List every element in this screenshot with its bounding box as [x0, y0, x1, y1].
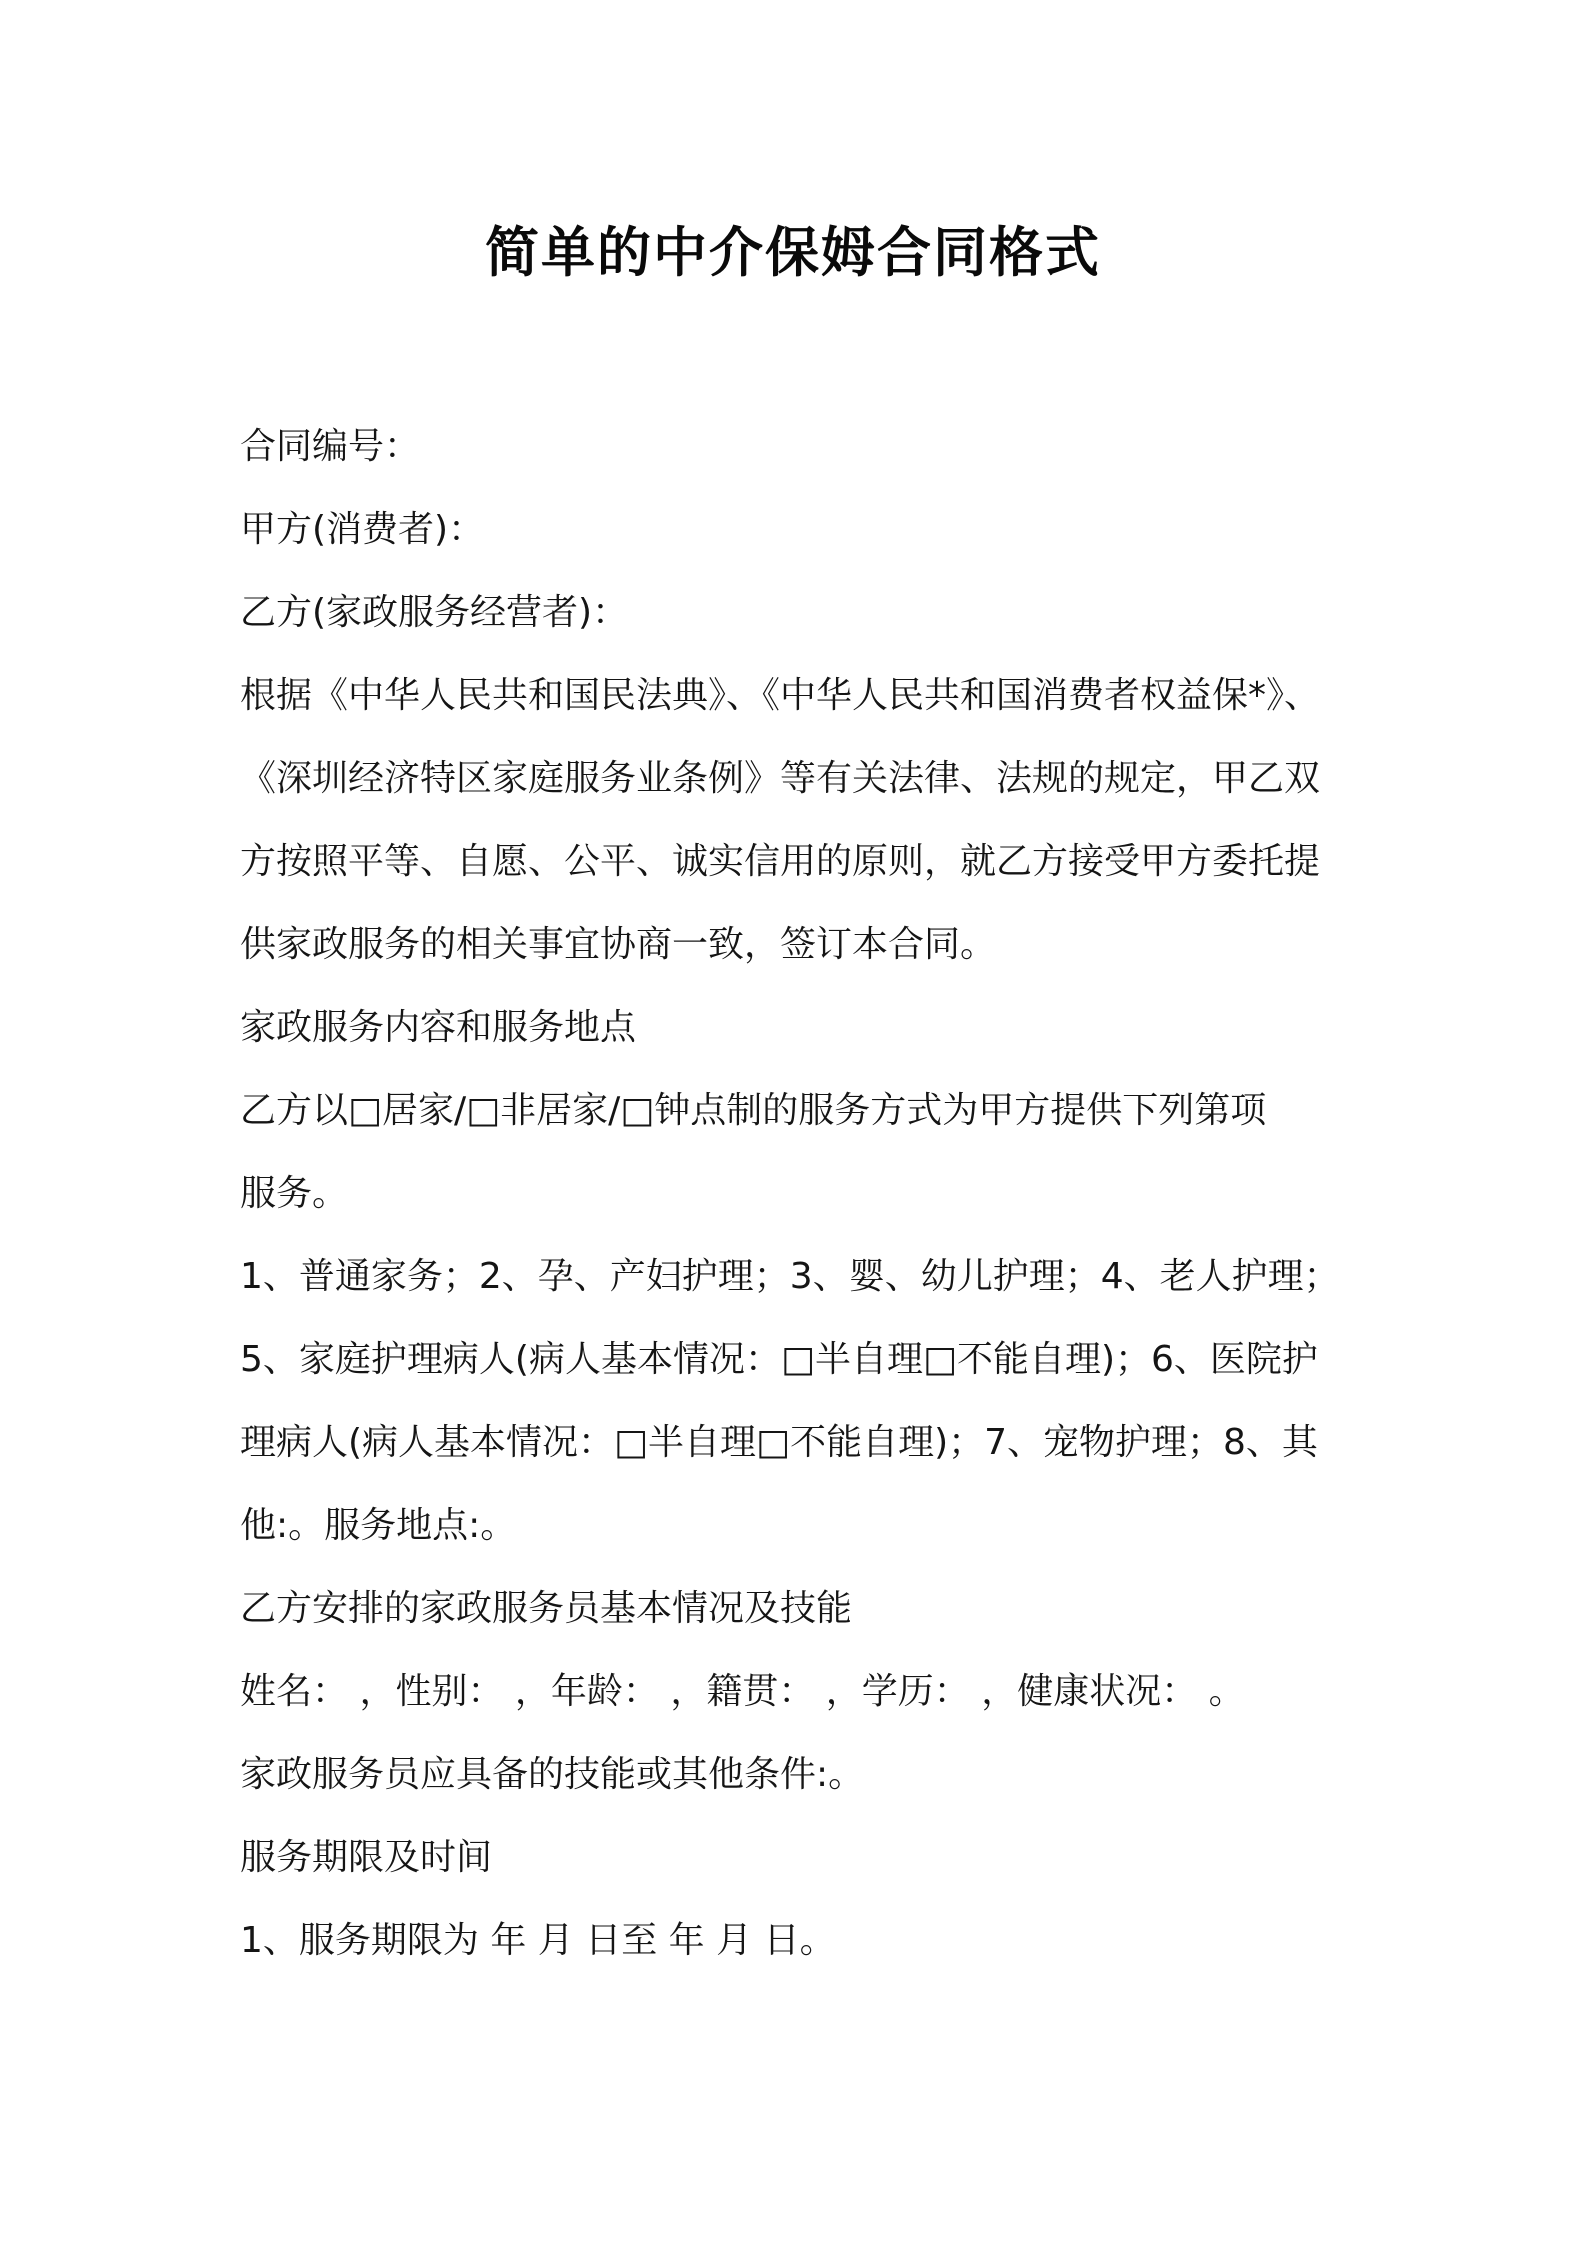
service-items-line-4: 他:。服务地点:。: [240, 1505, 517, 1546]
party-b-line: 乙方(家政服务经营者)：: [240, 592, 629, 633]
service-items-line-2: 5、家庭护理病人(病人基本情况：□半自理□不能自理)；6、医院护: [240, 1339, 1318, 1380]
preamble-line-3: 方按照平等、自愿、公平、诚实信用的原则，就乙方接受甲方委托提: [240, 841, 1321, 882]
service-items-line-1: 1、普通家务；2、孕、产妇护理；3、婴、幼儿护理；4、老人护理；: [240, 1256, 1340, 1297]
preamble-line-1: 根据《中华人民共和国民法典》、《中华人民共和国消费者权益保*》、: [240, 675, 1321, 716]
document-body: [240, 405, 1360, 1982]
service-items-line-3: 理病人(病人基本情况：□半自理□不能自理)；7、宠物护理；8、其: [240, 1422, 1318, 1463]
section-heading-service-period: 服务期限及时间: [240, 1837, 493, 1878]
party-a-line: 甲方(消费者)：: [240, 509, 485, 550]
preamble-line-2: 《深圳经济特区家庭服务业条例》等有关法律、法规的规定，甲乙双: [240, 758, 1321, 799]
service-mode-line-1: 乙方以□居家/□非居家/□钟点制的服务方式为甲方提供下列第项: [240, 1090, 1267, 1131]
service-period-line: 1、服务期限为 年 月 日至 年 月 日。: [240, 1920, 836, 1961]
section-heading-staff-info: 乙方安排的家政服务员基本情况及技能: [240, 1588, 853, 1629]
service-mode-line-2: 服务。: [240, 1173, 349, 1214]
section-heading-service-content: 家政服务内容和服务地点: [240, 1007, 637, 1048]
staff-info-line: 姓名： ，性别： ，年龄： ，籍贯： ，学历： ，健康状况： 。: [240, 1671, 1245, 1712]
contract-number-line: 合同编号：: [240, 426, 421, 467]
preamble-line-4: 供家政服务的相关事宜协商一致，签订本合同。: [240, 924, 997, 965]
document-title: 简单的中介保姆合同格式: [485, 221, 1101, 284]
staff-skills-line: 家政服务员应具备的技能或其他条件:。: [240, 1754, 865, 1795]
